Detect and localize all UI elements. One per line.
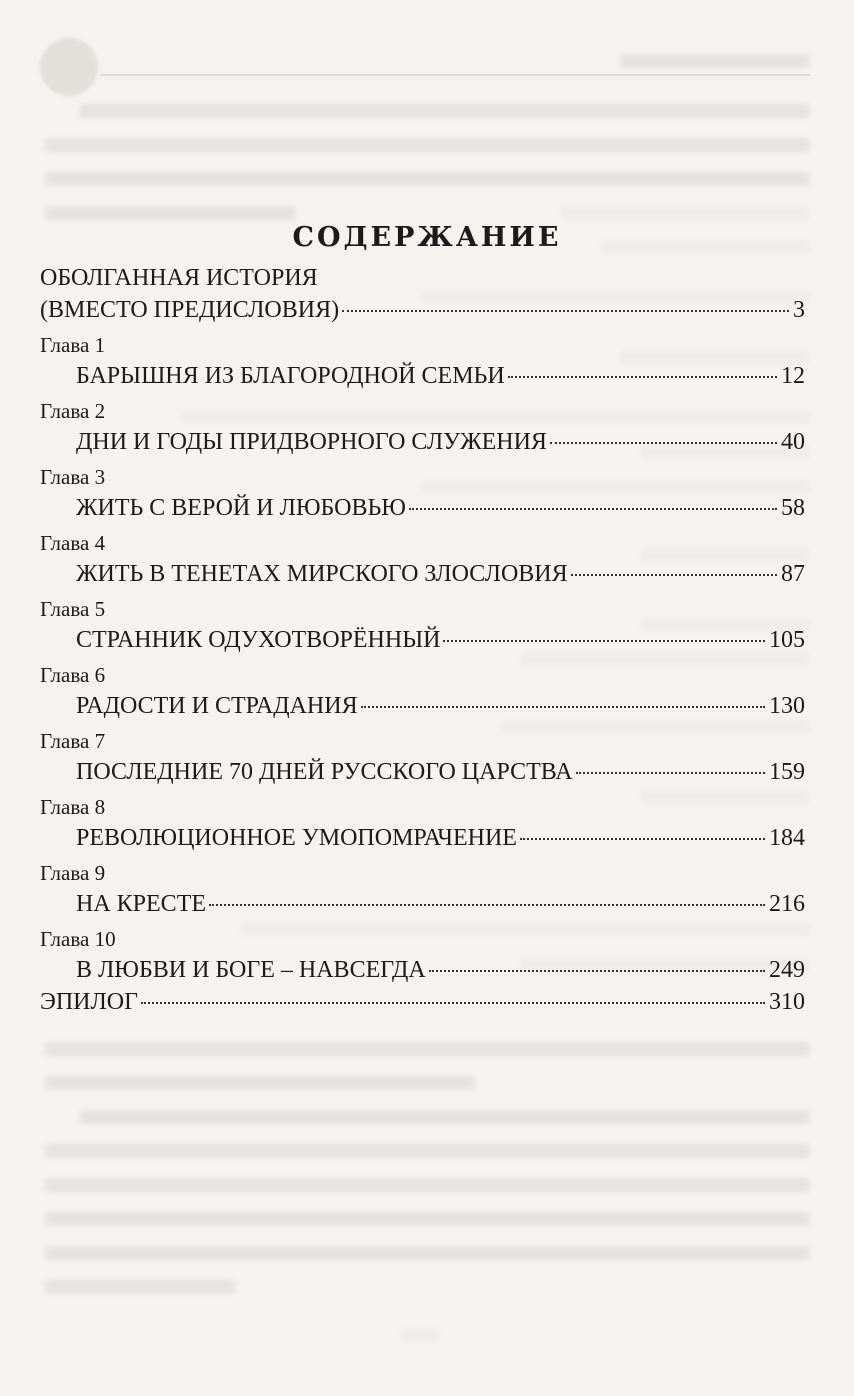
toc-entry-chapter-5[interactable] bbox=[40, 624, 805, 656]
bleed-through-line bbox=[45, 172, 810, 186]
entry-page: 87 bbox=[781, 561, 805, 587]
chapter-label: Глава 9 bbox=[40, 861, 106, 885]
entry-title: БАРЫШНЯ ИЗ БЛАГОРОДНОЙ СЕМЬИ bbox=[76, 363, 505, 389]
entry-title: В ЛЮБВИ И БОГЕ – НАВСЕГДА bbox=[76, 957, 426, 983]
dot-leader bbox=[508, 376, 777, 378]
entry-page: 159 bbox=[769, 759, 805, 785]
toc-entry-chapter-7[interactable] bbox=[40, 756, 805, 788]
toc-entry-chapter-6[interactable] bbox=[40, 690, 805, 722]
dot-leader bbox=[571, 574, 777, 576]
toc-entry-chapter-2[interactable] bbox=[40, 426, 805, 458]
entry-page: 40 bbox=[781, 429, 805, 455]
toc-entry-chapter-8[interactable] bbox=[40, 822, 805, 854]
entry-page: 216 bbox=[769, 891, 805, 917]
entry-page: 58 bbox=[781, 495, 805, 521]
chapter-label: Глава 10 bbox=[40, 927, 116, 951]
entry-title: РЕВОЛЮЦИОННОЕ УМОПОМРАЧЕНИЕ bbox=[76, 825, 517, 851]
bleed-through-line bbox=[45, 1076, 475, 1090]
bleed-through-line bbox=[45, 1144, 810, 1158]
entry-page: 105 bbox=[769, 627, 805, 653]
dot-leader bbox=[576, 772, 765, 774]
dot-leader bbox=[209, 904, 765, 906]
bleed-through-line bbox=[80, 104, 810, 118]
entry-title: ЭПИЛОГ bbox=[40, 989, 138, 1015]
bleed-through-line bbox=[80, 1110, 810, 1124]
dot-leader bbox=[429, 970, 765, 972]
chapter-label: Глава 6 bbox=[40, 663, 106, 687]
entry-title: (ВМЕСТО ПРЕДИСЛОВИЯ) bbox=[40, 297, 340, 323]
chapter-label: Глава 4 bbox=[40, 531, 106, 555]
bleed-through-emblem bbox=[40, 38, 98, 96]
chapter-label: Глава 5 bbox=[40, 597, 106, 621]
dot-leader bbox=[342, 310, 789, 312]
toc-entry-chapter-1[interactable] bbox=[40, 360, 805, 392]
bleed-through-line bbox=[45, 1246, 810, 1260]
entry-title: СТРАННИК ОДУХОТВОРЁННЫЙ bbox=[76, 627, 441, 653]
bleed-through-line bbox=[45, 1212, 810, 1226]
toc-entry-chapter-4[interactable] bbox=[40, 558, 805, 590]
chapter-label: Глава 7 bbox=[40, 729, 106, 753]
bleed-through-line bbox=[45, 1042, 810, 1056]
toc-entry-preface[interactable] bbox=[40, 294, 805, 326]
preface-title-line1: ОБОЛГАННАЯ ИСТОРИЯ bbox=[40, 265, 318, 291]
entry-page: 130 bbox=[769, 693, 805, 719]
dot-leader bbox=[520, 838, 765, 840]
chapter-label: Глава 3 bbox=[40, 465, 106, 489]
entry-title: ДНИ И ГОДЫ ПРИДВОРНОГО СЛУЖЕНИЯ bbox=[76, 429, 547, 455]
table-of-contents bbox=[40, 262, 805, 1018]
toc-title: содержание bbox=[292, 210, 562, 255]
entry-page: 3 bbox=[793, 297, 805, 323]
entry-page: 310 bbox=[769, 989, 805, 1015]
entry-title: ПОСЛЕДНИЕ 70 ДНЕЙ РУССКОГО ЦАРСТВА bbox=[76, 759, 573, 785]
dot-leader bbox=[409, 508, 777, 510]
bleed-through-line bbox=[45, 1178, 810, 1192]
bleed-through-line bbox=[620, 54, 810, 68]
dot-leader bbox=[361, 706, 765, 708]
chapter-label: Глава 8 bbox=[40, 795, 106, 819]
toc-entry-epilogue[interactable] bbox=[40, 986, 805, 1018]
entry-page: 12 bbox=[781, 363, 805, 389]
entry-page: 184 bbox=[769, 825, 805, 851]
entry-title: ЖИТЬ В ТЕНЕТАХ МИРСКОГО ЗЛОСЛОВИЯ bbox=[76, 561, 568, 587]
dot-leader bbox=[141, 1002, 765, 1004]
chapter-label: Глава 2 bbox=[40, 399, 106, 423]
toc-entry-chapter-10[interactable] bbox=[40, 954, 805, 986]
toc-entry-chapter-9[interactable] bbox=[40, 888, 805, 920]
entry-title: РАДОСТИ И СТРАДАНИЯ bbox=[76, 693, 358, 719]
bleed-through-rule bbox=[100, 74, 810, 76]
entry-page: 249 bbox=[769, 957, 805, 983]
dot-leader bbox=[550, 442, 777, 444]
bleed-through-line bbox=[400, 1328, 440, 1342]
chapter-label: Глава 1 bbox=[40, 333, 106, 357]
bleed-through-line bbox=[45, 138, 810, 152]
bleed-through-line bbox=[45, 1280, 235, 1294]
entry-title: ЖИТЬ С ВЕРОЙ И ЛЮБОВЬЮ bbox=[76, 495, 406, 521]
dot-leader bbox=[443, 640, 765, 642]
toc-entry-chapter-3[interactable] bbox=[40, 492, 805, 524]
entry-title: НА КРЕСТЕ bbox=[76, 891, 207, 917]
